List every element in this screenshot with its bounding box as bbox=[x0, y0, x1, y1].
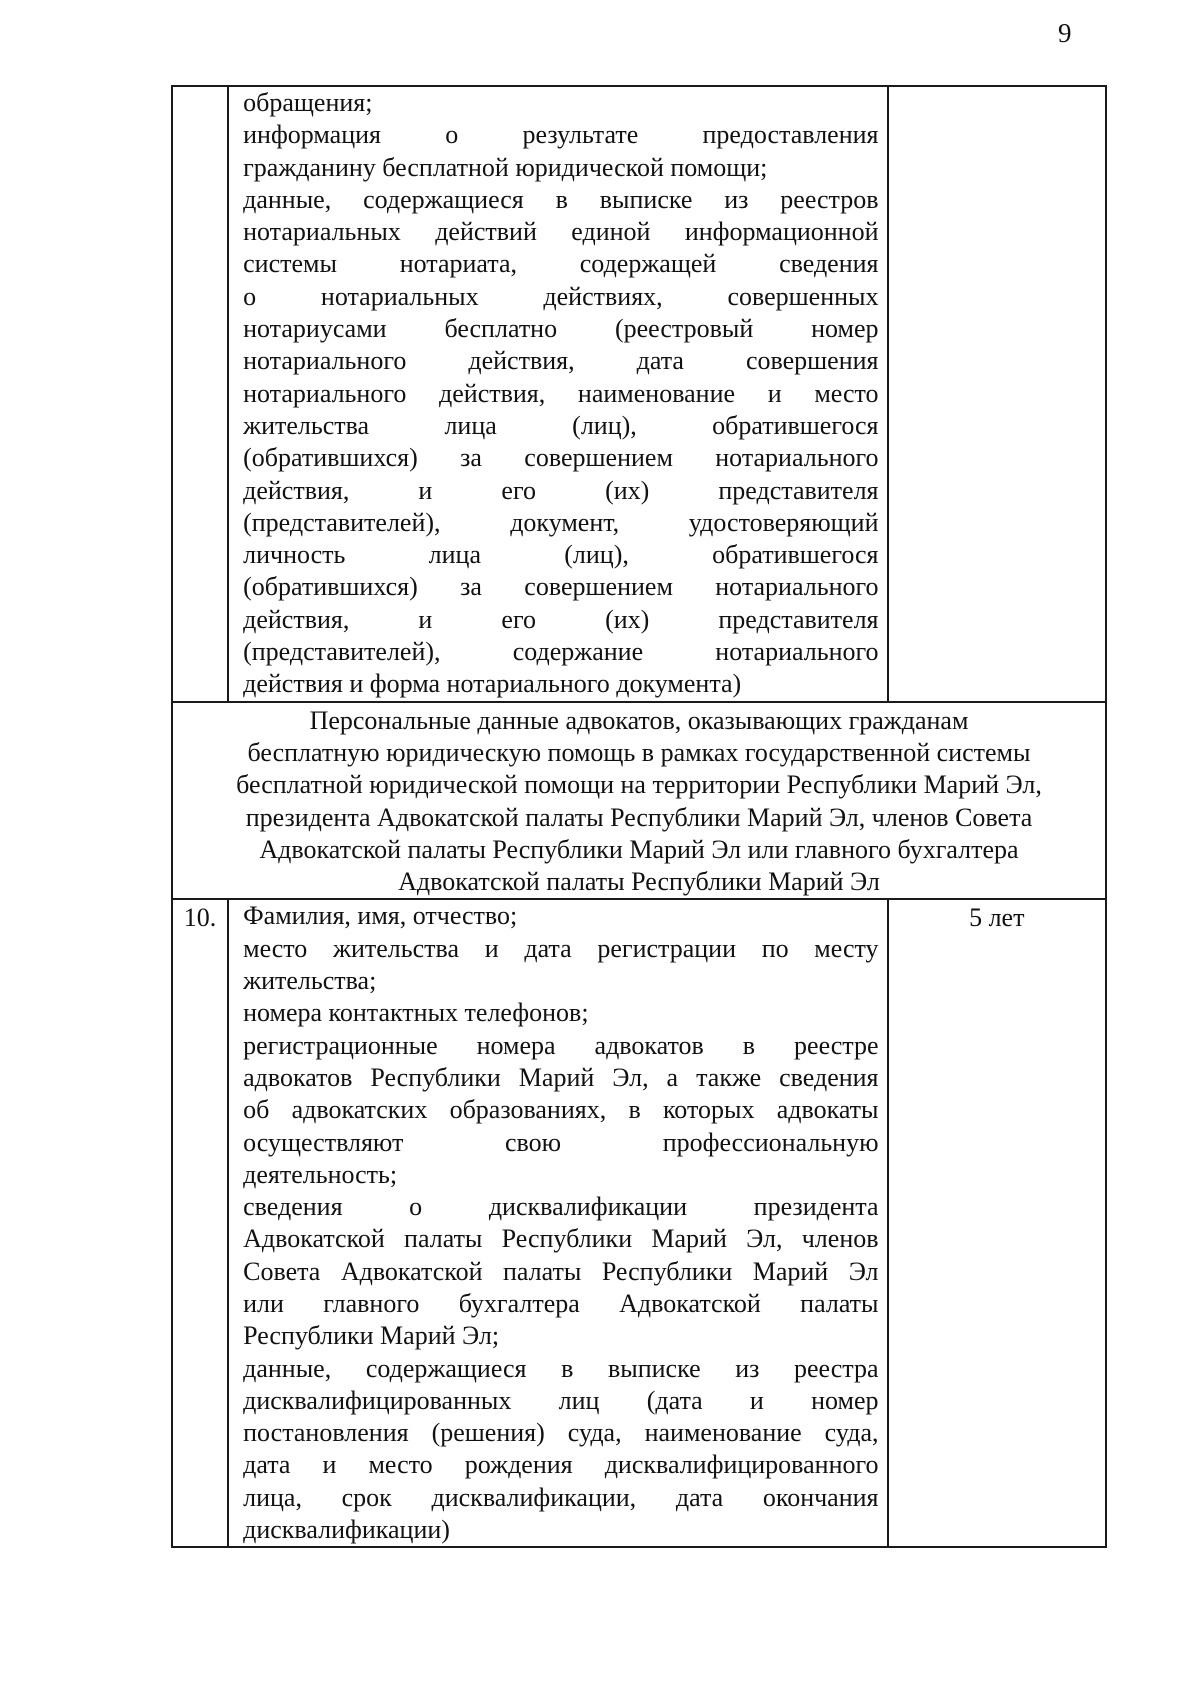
text-line: (представителей), содержание нотариального bbox=[243, 637, 879, 667]
text-line: или главного бухгалтера Адвокатской палаты bbox=[243, 1288, 879, 1318]
text-line: (обратившихся) за совершением нотариального bbox=[243, 443, 879, 473]
text-line: данные, содержащиеся в выписке из реестра bbox=[243, 1353, 879, 1383]
text-line: лица, срок дисквалификации, дата окончания bbox=[243, 1482, 879, 1512]
text-line: информация о результате предоставления bbox=[243, 120, 879, 150]
text-line: гражданину бесплатной юридической помощи; bbox=[243, 152, 768, 182]
text-line: действия, и его (их) представителя bbox=[243, 604, 879, 634]
text-line: данные, содержащиеся в выписке из реестров bbox=[243, 184, 879, 214]
text-line: личность лица (лиц), обратившегося bbox=[243, 540, 879, 570]
text-line: о нотариальных действиях, совершенных bbox=[243, 281, 879, 311]
text-line: нотариального действия, наименование и место bbox=[243, 378, 879, 408]
text-line: регистрационные номера адвокатов в реестре bbox=[243, 1030, 879, 1060]
data-composition-cell bbox=[228, 899, 887, 1547]
table-row-10 bbox=[172, 899, 1106, 1547]
text-line: Республики Марий Эл; bbox=[243, 1321, 500, 1351]
table-row-continued bbox=[172, 86, 1106, 702]
text-line: действия, и его (их) представителя bbox=[243, 475, 879, 505]
text-line: деятельность; bbox=[243, 1159, 398, 1189]
retention-term-cell bbox=[888, 86, 1106, 702]
section-header-line: бесплатной юридической помощи на территории Республики Марий Эл, bbox=[236, 770, 1042, 800]
text-line: обращения; bbox=[243, 88, 373, 117]
text-line: нотариальных действий единой информационной bbox=[243, 217, 879, 247]
text-line: постановления (решения) суда, наименование суда, bbox=[243, 1418, 879, 1448]
text-line: (представителей), документ, удостоверяющий bbox=[243, 507, 879, 537]
text-line: Адвокатской палаты Республики Марий Эл, членов bbox=[243, 1224, 879, 1254]
text-line: жительства лица (лиц), обратившегося bbox=[243, 410, 879, 440]
text-line: дата и место рождения дисквалифицированного bbox=[243, 1450, 879, 1480]
text-line: Фамилия, имя, отчество; bbox=[243, 901, 518, 931]
text-line: адвокатов Республики Марий Эл, а также сведения bbox=[243, 1062, 879, 1092]
section-header-line: президента Адвокатской палаты Республики Марий Эл, членов Совета bbox=[245, 802, 1033, 832]
section-header-cell bbox=[172, 702, 1106, 900]
text-line: дисквалификации) bbox=[243, 1515, 450, 1545]
text-line: нотариусами бесплатно (реестровый номер bbox=[243, 314, 879, 344]
personal-data-table bbox=[171, 85, 1107, 1548]
section-header-line: бесплатную юридическую помощь в рамках государственной системы bbox=[247, 737, 1031, 767]
page-number: 9 bbox=[1058, 18, 1072, 48]
data-composition-cell bbox=[228, 86, 887, 702]
section-header-line: Адвокатской палаты Республики Марий Эл или главного бухгалтера bbox=[259, 834, 1019, 864]
text-line: (обратившихся) за совершением нотариального bbox=[243, 572, 879, 602]
text-line: номера контактных телефонов; bbox=[243, 998, 589, 1028]
section-header-line: Персональные данные адвокатов, оказывающих гражданам bbox=[309, 705, 969, 735]
text-line: Совета Адвокатской палаты Республики Марий Эл bbox=[243, 1256, 879, 1286]
text-line: осуществляют свою профессиональную bbox=[243, 1127, 879, 1157]
retention-term-cell: 5 лет bbox=[888, 899, 1106, 1547]
row-number-cell: 10. bbox=[172, 899, 228, 1547]
text-line: дисквалифицированных лиц (дата и номер bbox=[243, 1385, 879, 1415]
section-header-line: Адвокатской палаты Республики Марий Эл bbox=[398, 867, 880, 897]
section-header-row bbox=[172, 702, 1106, 900]
text-line: действия и форма нотариального документа) bbox=[243, 669, 742, 699]
text-line: сведения о дисквалификации президента bbox=[243, 1192, 879, 1222]
text-line: об адвокатских образованиях, в которых адвокаты bbox=[243, 1095, 879, 1125]
text-line: нотариального действия, дата совершения bbox=[243, 346, 879, 376]
text-line: место жительства и дата регистрации по месту bbox=[243, 933, 879, 963]
text-line: системы нотариата, содержащей сведения bbox=[243, 249, 879, 279]
row-number-cell bbox=[172, 86, 228, 702]
text-line: жительства; bbox=[243, 966, 377, 996]
